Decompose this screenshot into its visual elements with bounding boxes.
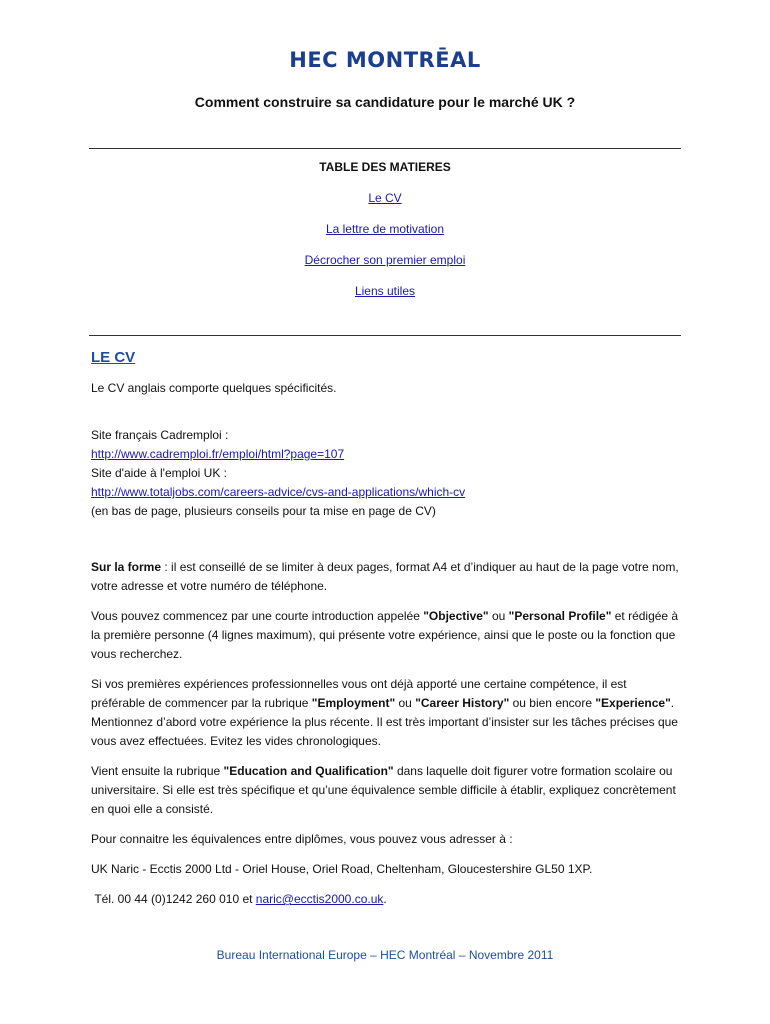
top-divider [89,148,681,149]
education-text-a: Vient ensuite la rubrique [91,764,224,778]
naric-email-link[interactable]: naric@ecctis2000.co.uk [255,892,384,906]
objective-text-a: Vous pouvez commencez par une courte introduction appelée [91,609,424,623]
toc-link-premier-emploi[interactable]: Décrocher son premier emploi [304,253,466,267]
personal-profile-bold: "Personal Profile" [508,609,612,623]
totaljobs-link[interactable]: http://www.totaljobs.com/careers-advice/cvs-and-applications/which-cv [91,485,466,499]
paragraph-contact [91,890,681,909]
contact-text: Tél. 00 44 (0)1242 260 010 et [94,892,256,906]
experience-text-d: ou bien encore [509,696,596,710]
contact-end: . [383,892,387,906]
bottom-divider [89,335,681,336]
experience-text-c: ou [395,696,416,710]
objective-text-c: ou [488,609,509,623]
cadremploi-link[interactable]: http://www.cadremploi.fr/emploi/html?page=107 [91,447,345,461]
site1-label: Site français Cadremploi : [91,428,229,442]
toc-link-liens-utiles[interactable]: Liens utiles [354,284,416,298]
toc-link-lettre-motivation[interactable]: La lettre de motivation [325,222,445,236]
document-title: Comment construire sa candidature pour le marché UK ? [194,94,576,110]
paragraph-forme [91,558,681,596]
toc-heading: TABLE DES MATIERES [319,160,451,174]
objective-bold: "Objective" [423,609,489,623]
toc-link-le-cv[interactable]: Le CV [368,191,402,205]
section-le-cv [91,348,681,920]
education-bold: "Education and Qualification" [223,764,394,778]
site2-note: (en bas de page, plusieurs conseils pour ta mise en page de CV) [91,504,436,518]
site2-label: Site d'aide à l'emploi UK : [91,466,227,480]
page-footer: Bureau International Europe – HEC Montréal – Novembre 2011 [216,948,554,962]
career-history-bold: "Career History" [415,696,510,710]
paragraph-naric-address: UK Naric - Ecctis 2000 Ltd - Oriel House, Oriel Road, Cheltenham, Gloucestershire GL50 1XP. [91,862,593,876]
paragraph-education [91,762,681,819]
paragraph-experience [91,675,681,751]
forme-bold: Sur la forme [91,560,162,574]
experience-bold: "Experience" [595,696,671,710]
intro-text: Le CV anglais comporte quelques spécificités. [91,381,337,395]
forme-text: : il est conseillé de se limiter à deux pages, format A4 et d’indiquer au haut de la page votre nom, votre adresse et votre numéro de téléphone. [91,560,679,593]
education-text-c: dans laquelle doit figurer votre formation scolaire ou universitaire. Si elle est très spécifique et qu’une équivalence semble difficile à établir, expliquez concrètement en quoi elle a consisté. [91,764,676,816]
hec-montreal-logo: HEC MONTRĒAL [289,48,481,72]
experience-text-a: Si vos premières expériences professionnelles vous ont déjà apporté une certaine compétence, il est préférable de commencer par la rubrique [91,677,627,710]
objective-text-d: et rédigée à la première personne (4 lignes maximum), qui présente votre expérience, ainsi que le poste ou la fonction que vous recherchez. [91,609,679,661]
employment-bold: "Employment" [311,696,396,710]
table-of-contents [0,160,770,314]
paragraph-equivalences: Pour connaitre les équivalences entre diplômes, vous pouvez vous adresser à : [91,832,513,846]
paragraph-objective [91,607,681,664]
section-title: LE CV [91,349,136,366]
experience-text-e: . Mentionnez d’abord votre expérience la plus récente. Il est très important d’insister sur les tâches précises que vous avez effectuées. Evitez les vides chronologiques. [91,696,678,748]
